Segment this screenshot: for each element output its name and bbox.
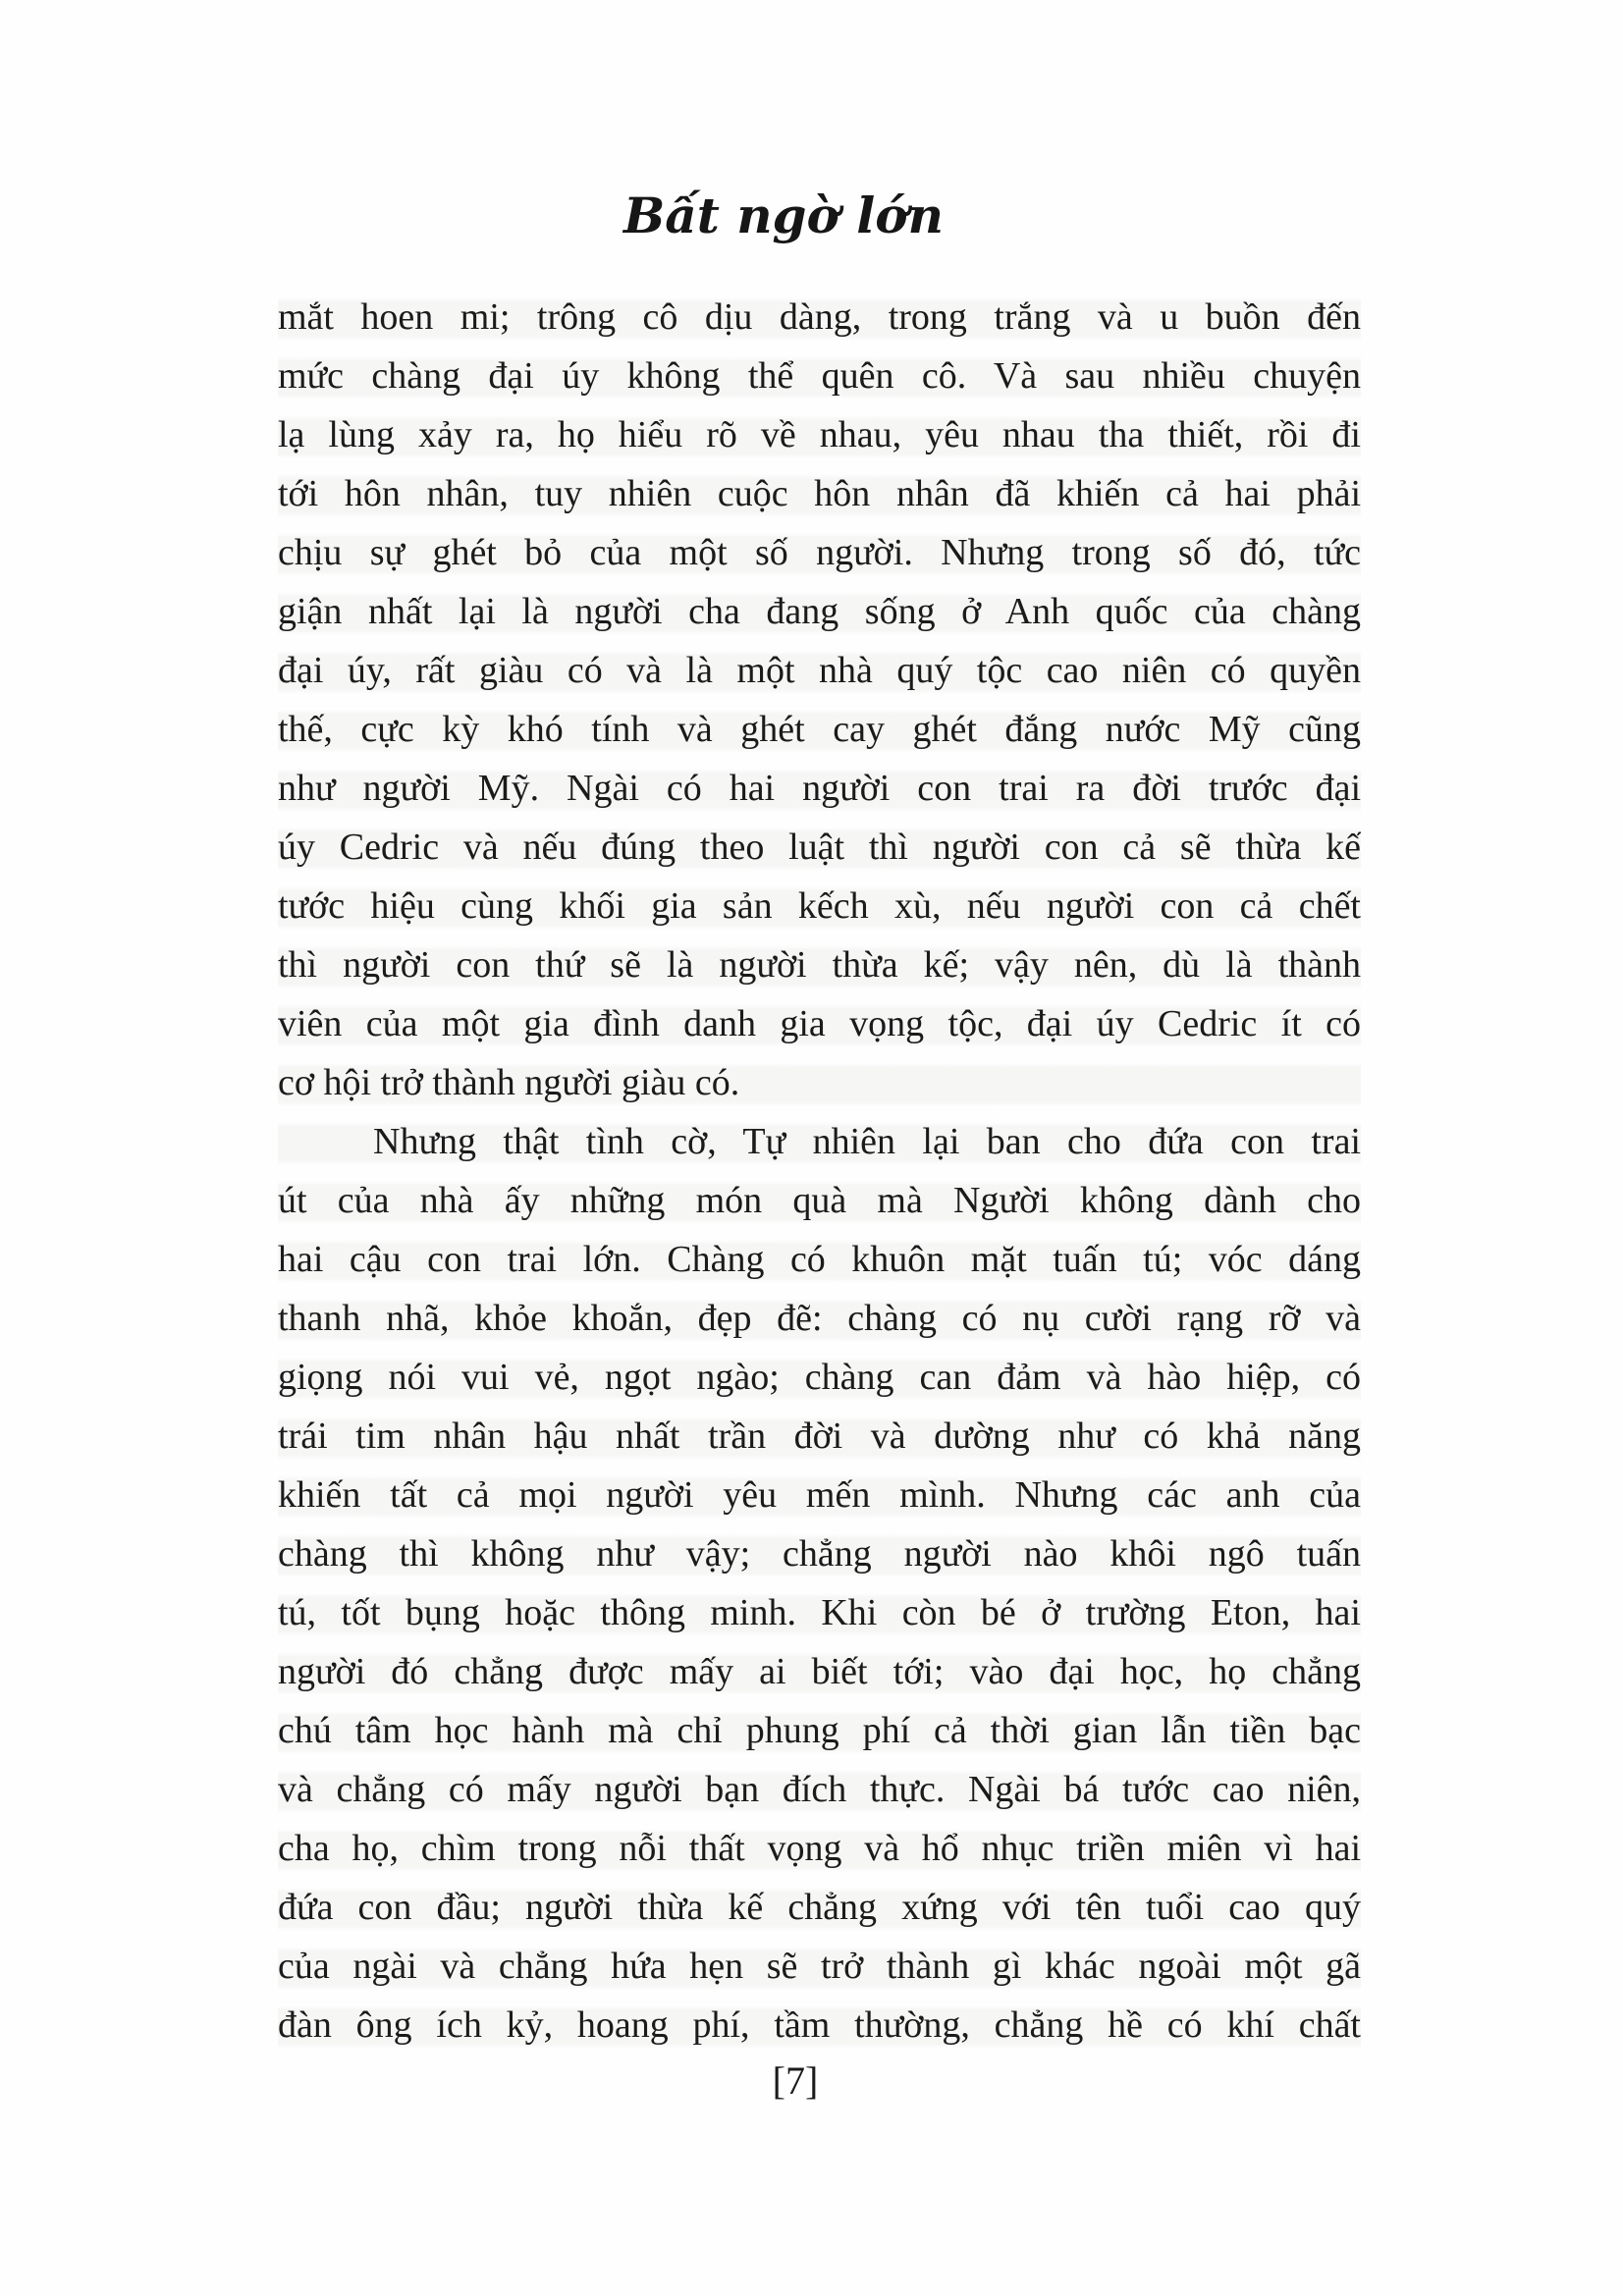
text-line: của ngài và chẳng hứa hẹn sẽ trở thành gì khác ngoài một gã [278,1937,1361,1996]
body-text-column [278,288,1361,2055]
text-line: người đó chẳng được mấy ai biết tới; vào đại học, họ chẳng [278,1642,1361,1701]
text-line: giận nhất lại là người cha đang sống ở Anh quốc của chàng [278,582,1361,641]
text-line: úy Cedric và nếu đúng theo luật thì người con cả sẽ thừa kế [278,818,1361,877]
text-line: lạ lùng xảy ra, họ hiểu rõ về nhau, yêu nhau tha thiết, rồi đi [278,405,1361,464]
page-number: [7] [772,2058,819,2103]
text-line: trái tim nhân hậu nhất trần đời và dường như có khả năng [278,1407,1361,1466]
text-line: đứa con đầu; người thừa kế chẳng xứng với tên tuổi cao quý [278,1878,1361,1937]
text-line: hai cậu con trai lớn. Chàng có khuôn mặt tuấn tú; vóc dáng [278,1230,1361,1289]
text-line: chàng thì không như vậy; chẳng người nào khôi ngô tuấn [278,1524,1361,1583]
text-line: viên của một gia đình danh gia vọng tộc, đại úy Cedric ít có [278,994,1361,1053]
text-line: giọng nói vui vẻ, ngọt ngào; chàng can đảm và hào hiệp, có [278,1348,1361,1407]
text-line: khiến tất cả mọi người yêu mến mình. Nhưng các anh của [278,1466,1361,1524]
text-line: mắt hoen mi; trông cô dịu dàng, trong trắng và u buồn đến [278,288,1361,347]
text-line: chịu sự ghét bỏ của một số người. Nhưng trong số đó, tức [278,523,1361,582]
text-line: đại úy, rất giàu có và là một nhà quý tộc cao niên có quyền [278,641,1361,700]
text-line: thế, cực kỳ khó tính và ghét cay ghét đắng nước Mỹ cũng [278,700,1361,759]
text-line: như người Mỹ. Ngài có hai người con trai ra đời trước đại [278,759,1361,818]
text-line: Nhưng thật tình cờ, Tự nhiên lại ban cho đứa con trai [278,1112,1361,1171]
text-line: và chẳng có mấy người bạn đích thực. Ngài bá tước cao niên, [278,1760,1361,1819]
text-line: cơ hội trở thành người giàu có. [278,1053,1361,1112]
text-line: chú tâm học hành mà chỉ phung phí cả thời gian lẫn tiền bạc [278,1701,1361,1760]
chapter-title: Bất ngờ lớn [623,187,944,244]
text-line: tới hôn nhân, tuy nhiên cuộc hôn nhân đã khiến cả hai phải [278,464,1361,523]
text-line: thì người con thứ sẽ là người thừa kế; vậy nên, dù là thành [278,935,1361,994]
text-line: cha họ, chìm trong nỗi thất vọng và hổ nhục triền miên vì hai [278,1819,1361,1878]
text-line: đàn ông ích kỷ, hoang phí, tầm thường, chẳng hề có khí chất [278,1996,1361,2055]
text-line: tước hiệu cùng khối gia sản kếch xù, nếu người con cả chết [278,877,1361,935]
text-line: mức chàng đại úy không thể quên cô. Và sau nhiều chuyện [278,347,1361,405]
text-line: thanh nhã, khỏe khoắn, đẹp đẽ: chàng có nụ cười rạng rỡ và [278,1289,1361,1348]
text-line: tú, tốt bụng hoặc thông minh. Khi còn bé ở trường Eton, hai [278,1583,1361,1642]
text-line: út của nhà ấy những món quà mà Người không dành cho [278,1171,1361,1230]
